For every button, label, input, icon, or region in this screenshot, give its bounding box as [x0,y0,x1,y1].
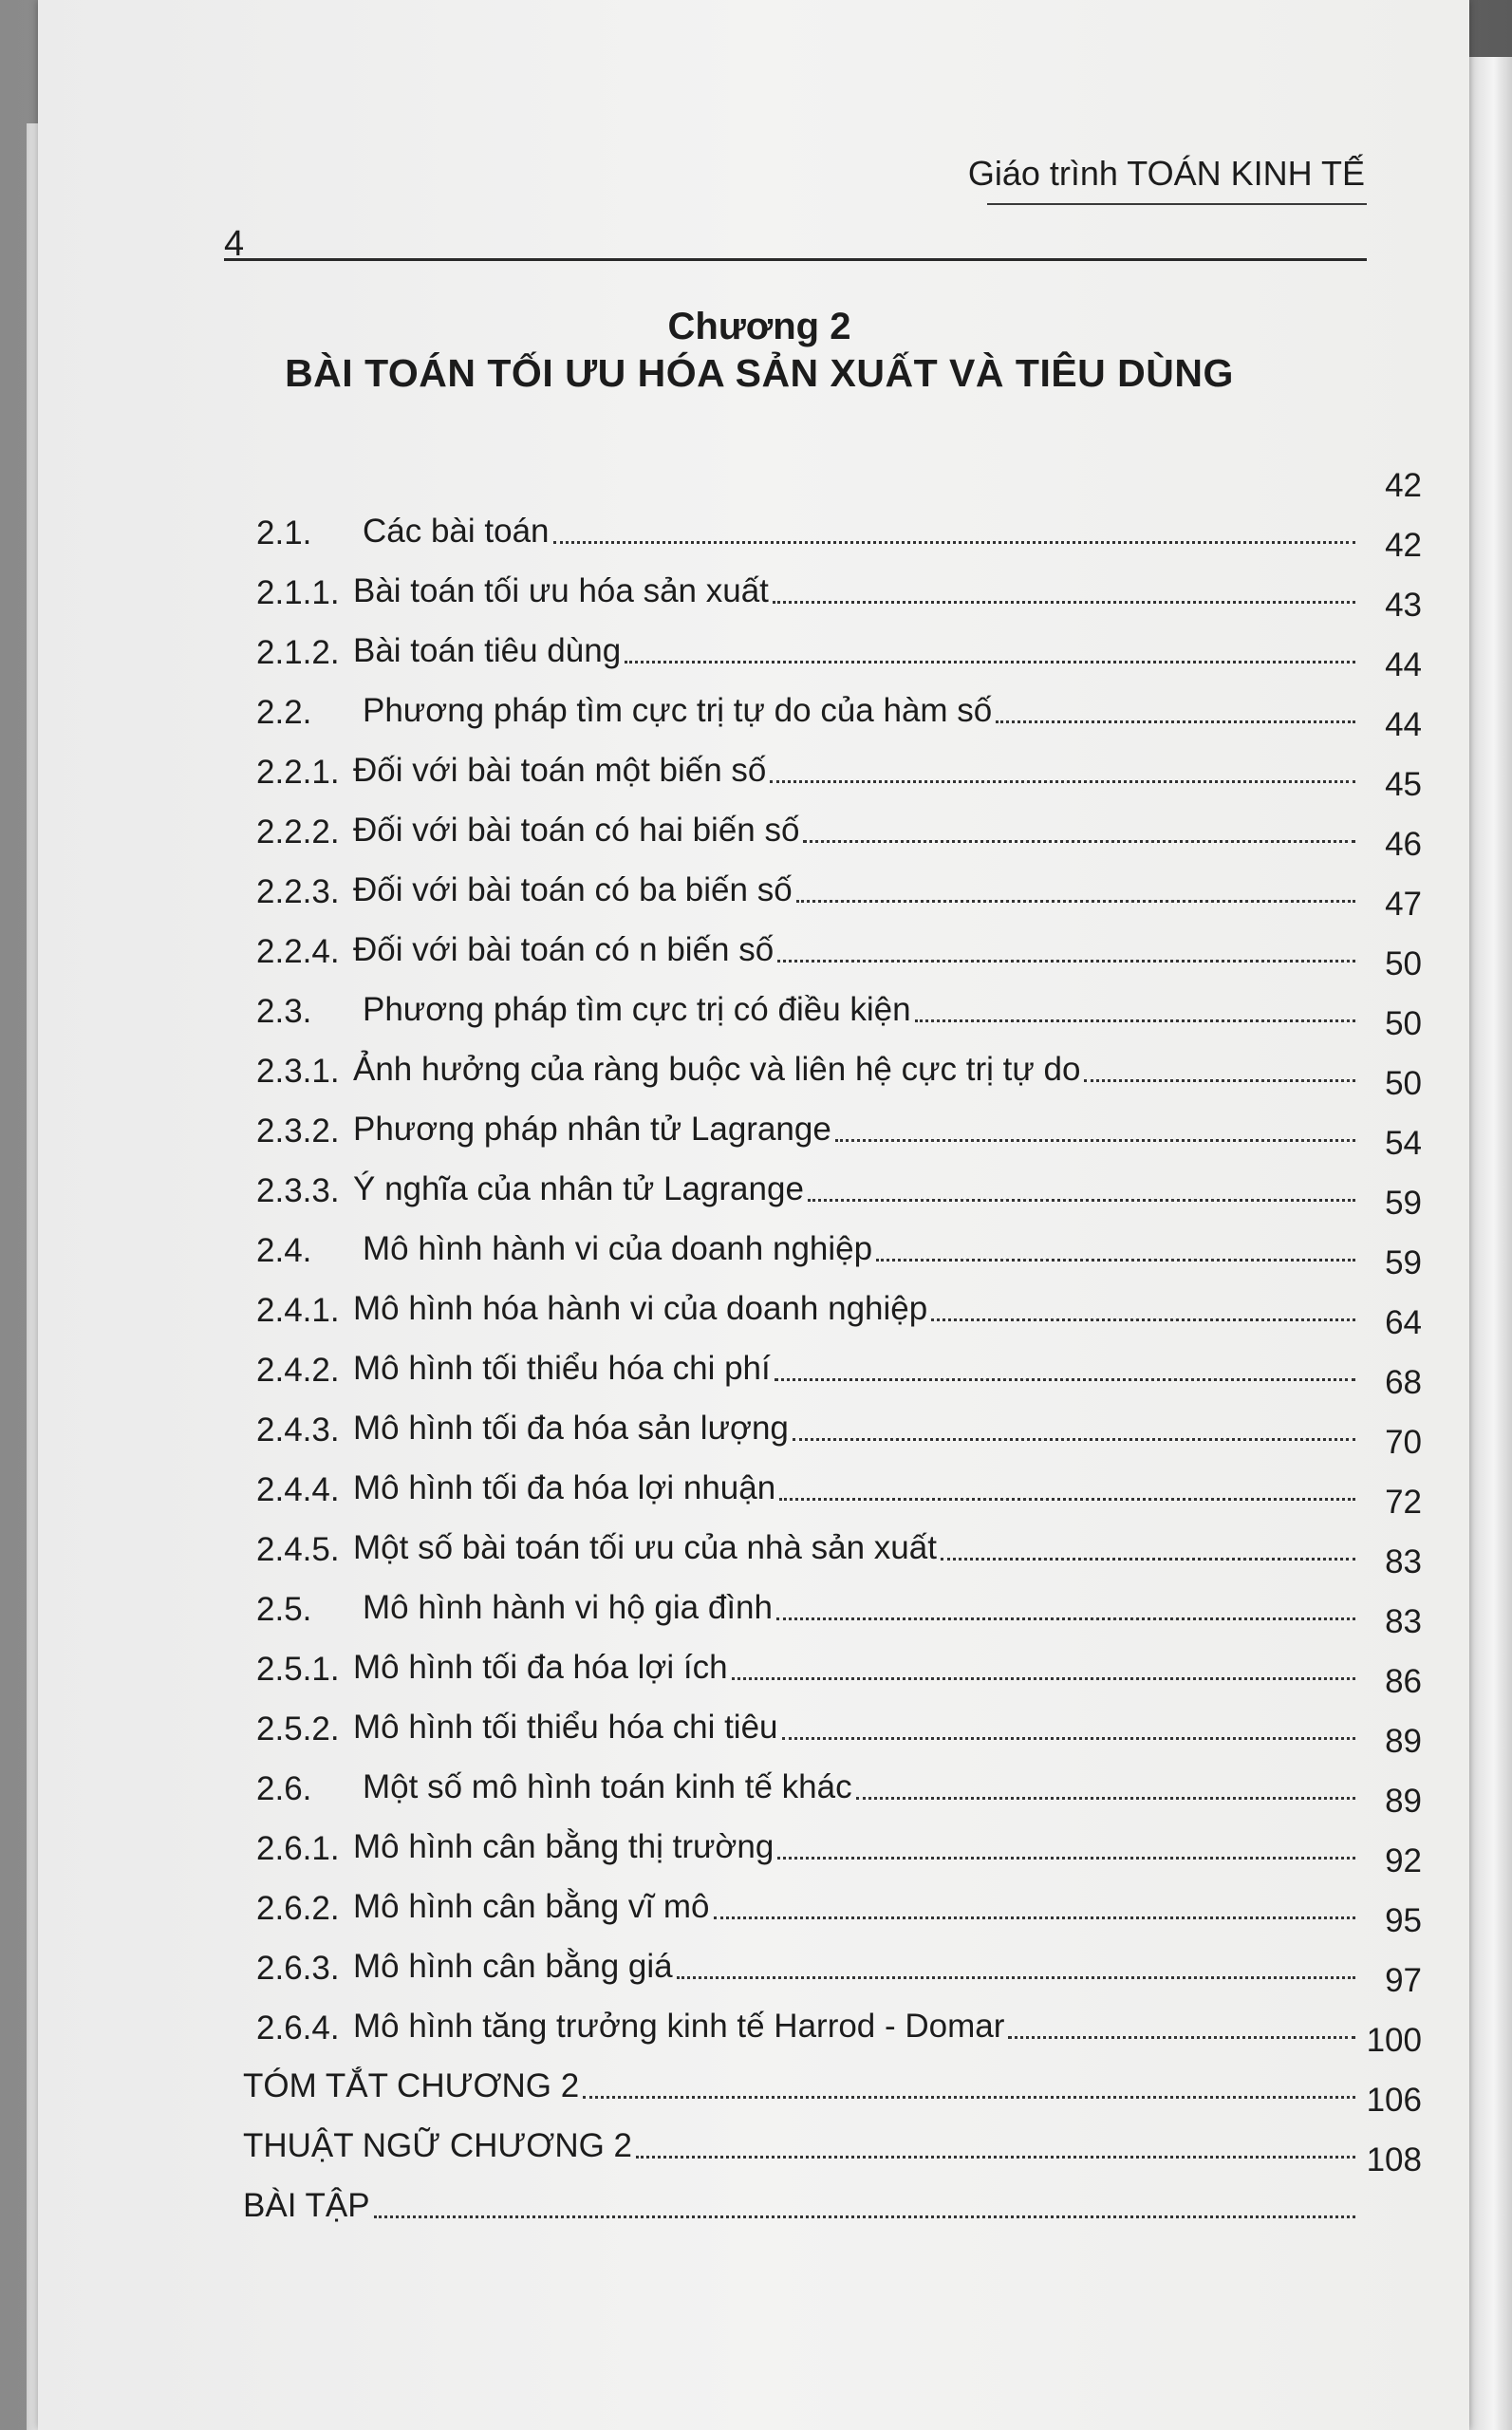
toc-entry-title: THUẬT NGỮ CHƯƠNG 2 [243,2127,633,2164]
toc-entry-title: Đối với bài toán có ba biến số [353,871,793,908]
toc-entry-page: 72 [1385,1484,1422,1521]
toc-entry-number: 2.6.3. [256,1950,340,1987]
toc-entry-title: Đối với bài toán một biến số [353,752,767,789]
toc-entry [216,945,1422,1030]
toc-entry-number: 2.3. [256,993,312,1030]
toc-entry-page: 50 [1385,1005,1422,1042]
toc-entry-page: 59 [1385,1185,1422,1222]
toc-entry-title: Bài toán tiêu dùng [353,632,622,669]
toc-entry-number: 2.4.5. [256,1531,340,1568]
toc-entry-title: Phương pháp tìm cực trị tự do của hàm số [363,692,993,729]
toc-entry-title: Các bài toán [363,513,550,550]
toc-entry-title: Mô hình tối thiểu hóa chi phí [353,1350,771,1387]
toc-entry-page: 42 [1385,527,1422,564]
toc-entry-title: Mô hình tối thiểu hóa chi tiêu [353,1709,778,1746]
toc-entry-page: 89 [1385,1783,1422,1820]
toc-entry-number: 2.2. [256,694,312,731]
toc-entry-title: Mô hình hành vi của doanh nghiệp [363,1230,873,1267]
book-page [38,0,1469,2430]
toc-entry-title: BÀI TẬP [243,2187,370,2224]
toc-entry-title: Phương pháp nhân tử Lagrange [353,1111,831,1148]
toc-entry-page: 86 [1385,1663,1422,1700]
toc-entry [216,646,1422,731]
toc-entry [216,467,1422,551]
toc-entry-page: 100 [1366,2022,1422,2059]
toc-entry-page: 95 [1385,1902,1422,1939]
toc-entry-number: 2.4.3. [256,1411,340,1449]
toc-entry-title: Mô hình tối đa hóa lợi ích [353,1649,728,1686]
toc-entry [216,1005,1422,1090]
header-rule [224,258,1367,261]
toc-entry-number: 2.6. [256,1770,312,1807]
toc-entry-number: 2.4.2. [256,1352,340,1389]
toc-entry-number: 2.5.1. [256,1651,340,1688]
toc-entry-page: 64 [1385,1304,1422,1341]
toc-entry-number: 2.4.1. [256,1292,340,1329]
toc-entry-number: 2.5.2. [256,1710,340,1748]
toc-entry-title: Mô hình hóa hành vi của doanh nghiệp [353,1290,928,1327]
toc-entry-number: 2.6.2. [256,1890,340,1927]
toc-entry-title: Đối với bài toán có hai biến số [353,812,800,849]
toc-entry-title: Mô hình hành vi hộ gia đình [363,1589,773,1626]
header-top-rule [987,203,1367,205]
toc-leader-dots [374,2215,1355,2218]
toc-entry-page: 59 [1385,1244,1422,1281]
toc-entry-title: Mô hình cân bằng thị trường [353,1828,775,1865]
toc-entry-number: 2.1.1. [256,574,340,611]
toc-entry-number: 2.3.3. [256,1172,340,1209]
toc-entry-page: 46 [1385,826,1422,863]
toc-entry-title: Mô hình tăng trưởng kinh tế Harrod - Domar [353,2008,1005,2045]
toc-entry [216,2141,1422,2224]
facing-page-edge [1466,57,1512,2430]
toc-entry-title: Mô hình cân bằng vĩ mô [353,1888,710,1925]
toc-entry-page: 89 [1385,1723,1422,1760]
toc-entry-page: 50 [1385,945,1422,982]
chapter-title: BÀI TOÁN TỐI ƯU HÓA SẢN XUẤT VÀ TIÊU DÙNG [285,351,1234,395]
toc-entry-title: Một số mô hình toán kinh tế khác [363,1768,852,1805]
toc-entry-title: Đối với bài toán có n biến số [353,931,775,968]
toc-entry-title: Phương pháp tìm cực trị có điều kiện [363,991,911,1028]
toc-entry-number: 2.2.1. [256,754,340,791]
toc-entry [216,1723,1422,1807]
toc-entry-page: 70 [1385,1424,1422,1461]
toc-entry-page: 43 [1385,587,1422,624]
toc-entry-page: 50 [1385,1065,1422,1102]
toc-entry-number: 2.2.4. [256,933,340,970]
toc-entry-title: Một số bài toán tối ưu của nhà sản xuất [353,1529,937,1566]
toc-entry-page: 44 [1385,646,1422,683]
toc-entry-number: 2.4.4. [256,1471,340,1508]
toc-entry-page: 83 [1385,1603,1422,1640]
toc-entry-page: 42 [1385,467,1422,504]
toc-entry-title: TÓM TẮT CHƯƠNG 2 [243,2067,580,2104]
toc-entry-number: 2.5. [256,1591,312,1628]
toc-entry-title: Mô hình cân bằng giá [353,1948,673,1985]
toc-entry-page: 83 [1385,1543,1422,1580]
toc-entry-number: 2.4. [256,1232,312,1269]
toc-entry-title: Ý nghĩa của nhân tử Lagrange [353,1170,804,1207]
toc-entry-title: Mô hình tối đa hóa lợi nhuận [353,1469,776,1506]
toc-entry-page: 68 [1385,1364,1422,1401]
chapter-label: Chương 2 [667,306,851,347]
toc-entry [216,1543,1422,1628]
table-of-contents [216,467,1422,2224]
toc-entry-number: 2.3.1. [256,1053,340,1090]
toc-entry-page: 97 [1385,1962,1422,1999]
toc-entry-page: 54 [1385,1125,1422,1162]
toc-entry-number: 2.6.1. [256,1830,340,1867]
toc-entry [216,1185,1422,1269]
toc-entry-page: 45 [1385,766,1422,803]
toc-entry-page: 44 [1385,706,1422,743]
toc-entry-page: 92 [1385,1842,1422,1879]
toc-entry-page: 47 [1385,886,1422,923]
toc-entry-number: 2.6.4. [256,2009,340,2047]
toc-entry-title: Ảnh hưởng của ràng buộc và liên hệ cực trị tự do [353,1051,1081,1088]
toc-entry-title: Mô hình tối đa hóa sản lượng [353,1410,789,1447]
running-header-title: Giáo trình TOÁN KINH TẾ [967,154,1365,193]
toc-entry-number: 2.2.2. [256,813,340,850]
toc-entry-page: 106 [1366,2082,1422,2119]
toc-entry-page: 108 [1366,2141,1422,2178]
toc-entry-number: 2.1. [256,514,312,551]
toc-entry-number: 2.1.2. [256,634,340,671]
toc-entry-number: 2.2.3. [256,873,340,910]
toc-entry-number: 2.3.2. [256,1112,340,1150]
toc-entry-title: Bài toán tối ưu hóa sản xuất [353,572,769,609]
page-number: 4 [224,224,245,264]
